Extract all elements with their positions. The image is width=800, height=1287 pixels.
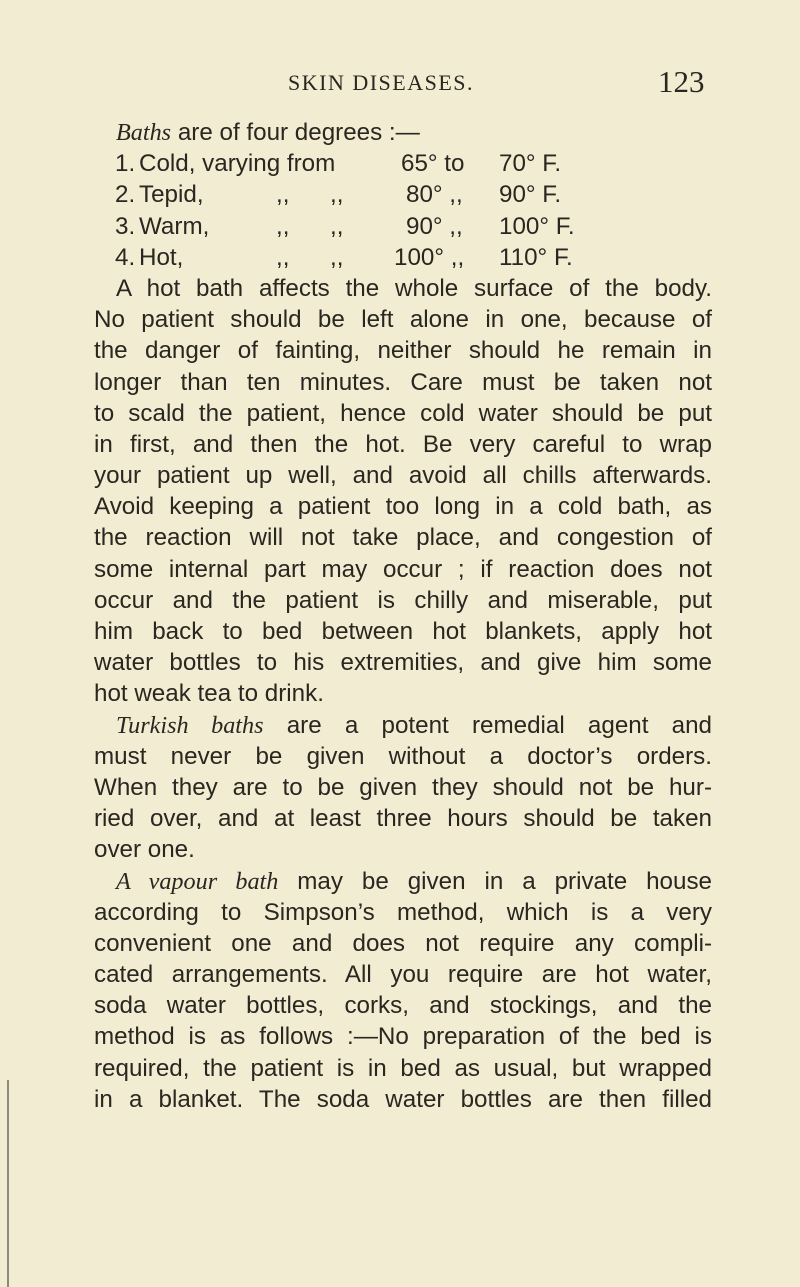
bath-name: Cold, varying from (139, 150, 336, 178)
bath-degree-warm (94, 211, 712, 242)
text-line: your patient up well, and avoid all chills afterwards. (94, 462, 712, 490)
intro-rest: are of four degrees :— (171, 119, 420, 146)
list-number: 1. (115, 150, 136, 178)
bath-degree-cold (94, 148, 712, 179)
text-line: A hot bath affects the whole surface of the body. (116, 274, 712, 302)
bath-name: Tepid, (139, 181, 204, 209)
text-line: longer than ten minutes. Care must be taken not (94, 368, 712, 396)
list-number: 2. (115, 181, 136, 209)
temp-to: 100° F. (499, 212, 575, 240)
text-line: must never be given without a doctor’s orders. (94, 742, 712, 770)
running-head: SKIN DISEASES. (288, 70, 475, 95)
text-line: over one. (94, 836, 195, 864)
text-line: soda water bottles, corks, and stockings, and the (94, 992, 712, 1020)
temp-to: 110° F. (499, 243, 573, 271)
list-number: 4. (115, 243, 136, 271)
bath-name: Warm, (139, 212, 210, 240)
page-edge-line (7, 1080, 9, 1287)
temp-from: 100° ,, (394, 243, 465, 271)
text-line: the danger of fainting, neither should he remain in (94, 337, 712, 365)
text-span: are a potent remedial agent and (263, 711, 713, 739)
text-line: the reaction will not take place, and congestion of (94, 524, 712, 552)
temp-to: 70° F. (499, 150, 562, 178)
text-line: No patient should be left alone in one, because of (94, 306, 712, 334)
vapour-bath-italic: A vapour bath (116, 867, 279, 895)
page-body (94, 117, 712, 1115)
turkish-baths-italic: Turkish baths (116, 711, 264, 739)
ditto-mark: ,, (330, 243, 344, 271)
text-line: in first, and then the hot. Be very careful to wrap (94, 430, 712, 458)
bath-degree-tepid (94, 179, 712, 210)
text-line (94, 866, 712, 897)
intro-italic: Baths (116, 119, 172, 146)
text-line: required, the patient is in bed as usual, but wrapped (94, 1054, 712, 1082)
bath-name: Hot, (139, 243, 184, 271)
text-line: according to Simpson’s method, which is a very (94, 898, 712, 926)
text-line: method is as follows :—No preparation of the bed is (94, 1023, 712, 1051)
bath-degree-hot (94, 242, 712, 273)
text-line: to scald the patient, hence cold water should be put (94, 399, 712, 427)
text-line: convenient one and does not require any compli- (94, 929, 712, 957)
temp-to: 90° F. (499, 181, 562, 209)
text-line: in a blanket. The soda water bottles are then filled (94, 1085, 712, 1113)
text-line: ried over, and at least three hours should be taken (94, 805, 712, 833)
ditto-mark: ,, (276, 243, 290, 271)
text-line: Avoid keeping a patient too long in a cold bath, as (94, 493, 712, 521)
text-line: hot weak tea to drink. (94, 680, 324, 708)
list-number: 3. (115, 212, 136, 240)
text-line: some internal part may occur ; if reaction does not (94, 555, 712, 583)
text-line: When they are to be given they should not be hur- (94, 773, 712, 801)
ditto-mark: ,, (330, 212, 344, 240)
ditto-mark: ,, (276, 212, 290, 240)
ditto-mark: ,, (330, 181, 344, 209)
temp-from: 90° ,, (406, 212, 463, 240)
text-line (94, 710, 712, 741)
text-line: cated arrangements. All you require are hot water, (94, 961, 712, 989)
page-number: 123 (658, 64, 705, 99)
text-line: occur and the patient is chilly and miserable, put (94, 586, 712, 614)
ditto-mark: ,, (276, 181, 290, 209)
text-line: him back to bed between hot blankets, apply hot (94, 618, 712, 645)
temp-from: 80° ,, (406, 181, 463, 209)
temp-from: 65° to (401, 150, 465, 178)
text-span: may be given in a private house (278, 867, 712, 895)
intro-line (94, 117, 712, 148)
text-line: water bottles to his extremities, and give him some (94, 649, 712, 677)
